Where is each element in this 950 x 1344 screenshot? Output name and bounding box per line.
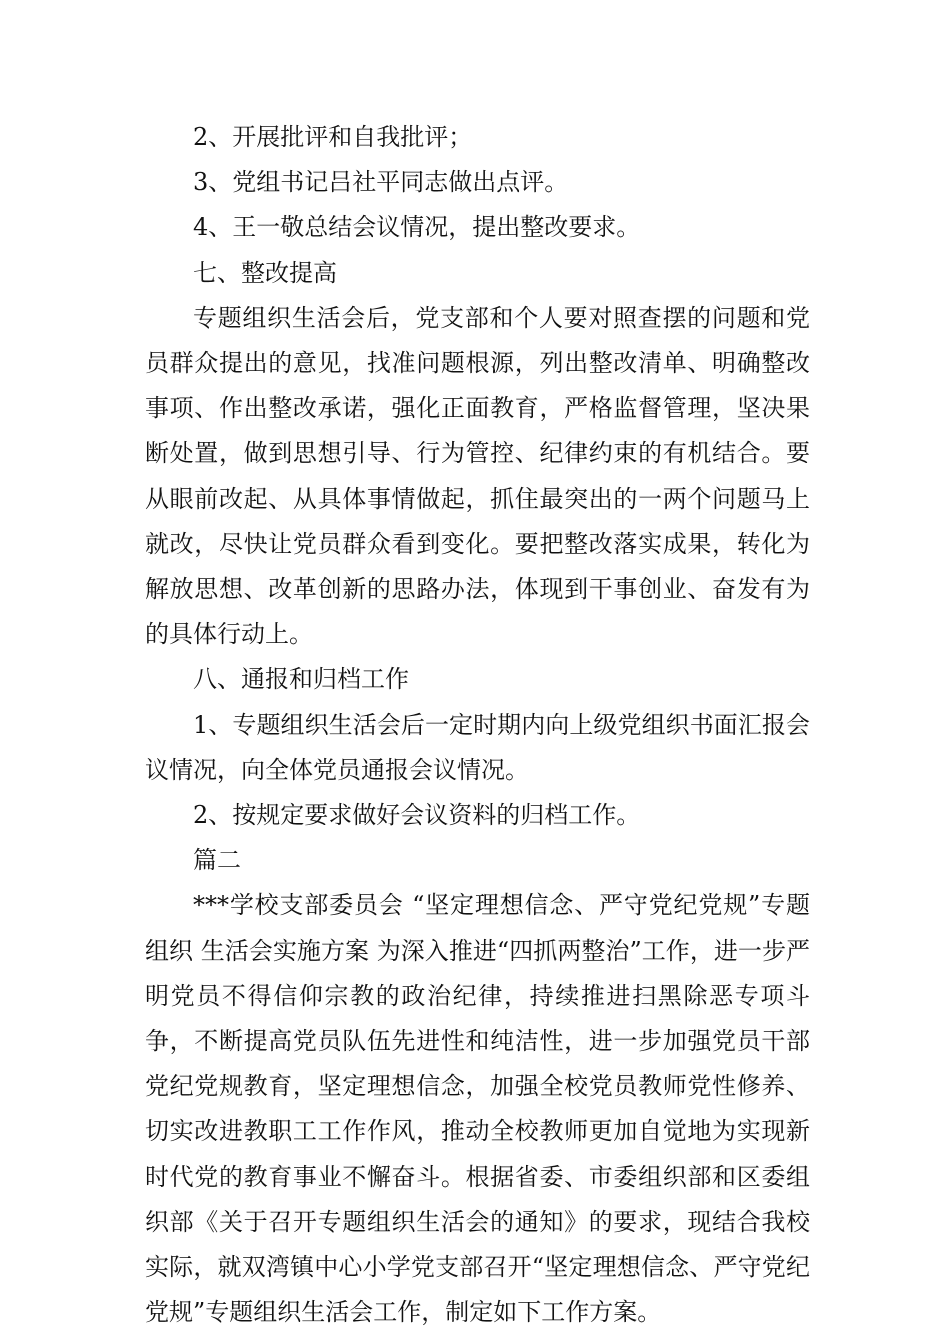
list-item-comment: 3、党组书记吕社平同志做出点评。 <box>193 168 569 197</box>
list-item-archive: 2、按规定要求做好会议资料的归档工作。 <box>193 801 641 830</box>
section-heading-reporting: 八、通报和归档工作 <box>193 665 409 694</box>
list-item-summary: 4、王一敬总结会议情况，提出整改要求。 <box>193 213 641 242</box>
paragraph-rectification: 专题组织生活会后，党支部和个人要对照查摆的问题和党员群众提出的意见，找准问题根源，列出整改清单、明确整改事项、作出整改承诺，强化正面教育，严格监督管理，坚决果断处置，做到思想引导、行为管控、纪律约束的有机结合。要从眼前改起、从具体事情做起，抓住最突出的一两个问题马上就改，尽快让党员群众看到变化。要把整改落实成果，转化为解放思想、改革创新的思路办法，体现到干事创业、奋发有为的具体行动上。 <box>145 303 810 649</box>
chapter-heading: 篇二 <box>193 846 241 875</box>
section-heading-rectification: 七、整改提高 <box>193 258 337 287</box>
paragraph-plan: ***学校支部委员会 “坚定理想信念、严守党纪党规”专题组织 生活会实施方案 为深入推进“四抓两整治”工作，进一步严明党员不得信仰宗教的政治纪律，持续推进扫黑除恶专项斗争，不断提高党员队伍先进性和纯洁性，进一步加强党员干部党纪党规教育，坚定理想信念，加强全校党员教师党性修养、切实改进教职工工作作风，推动全校教师更加自觉地为实现新时代党的教育事业不懈奋斗。根据省委、市委组织部和区委组织部《关于召开专题组织生活会的通知》的要求，现结合我校实际，就双湾镇中心小学党支部召开“坚定理想信念、严守党纪党规”专题组织生活会工作，制定如下工作方案。 <box>145 891 810 1327</box>
list-item-criticism: 2、开展批评和自我批评； <box>193 123 473 151</box>
list-item-report: 1、专题组织生活会后一定时期内向上级党组织书面汇报会议情况，向全体党员通报会议情况。 <box>145 710 810 784</box>
document-body <box>145 115 810 1335</box>
